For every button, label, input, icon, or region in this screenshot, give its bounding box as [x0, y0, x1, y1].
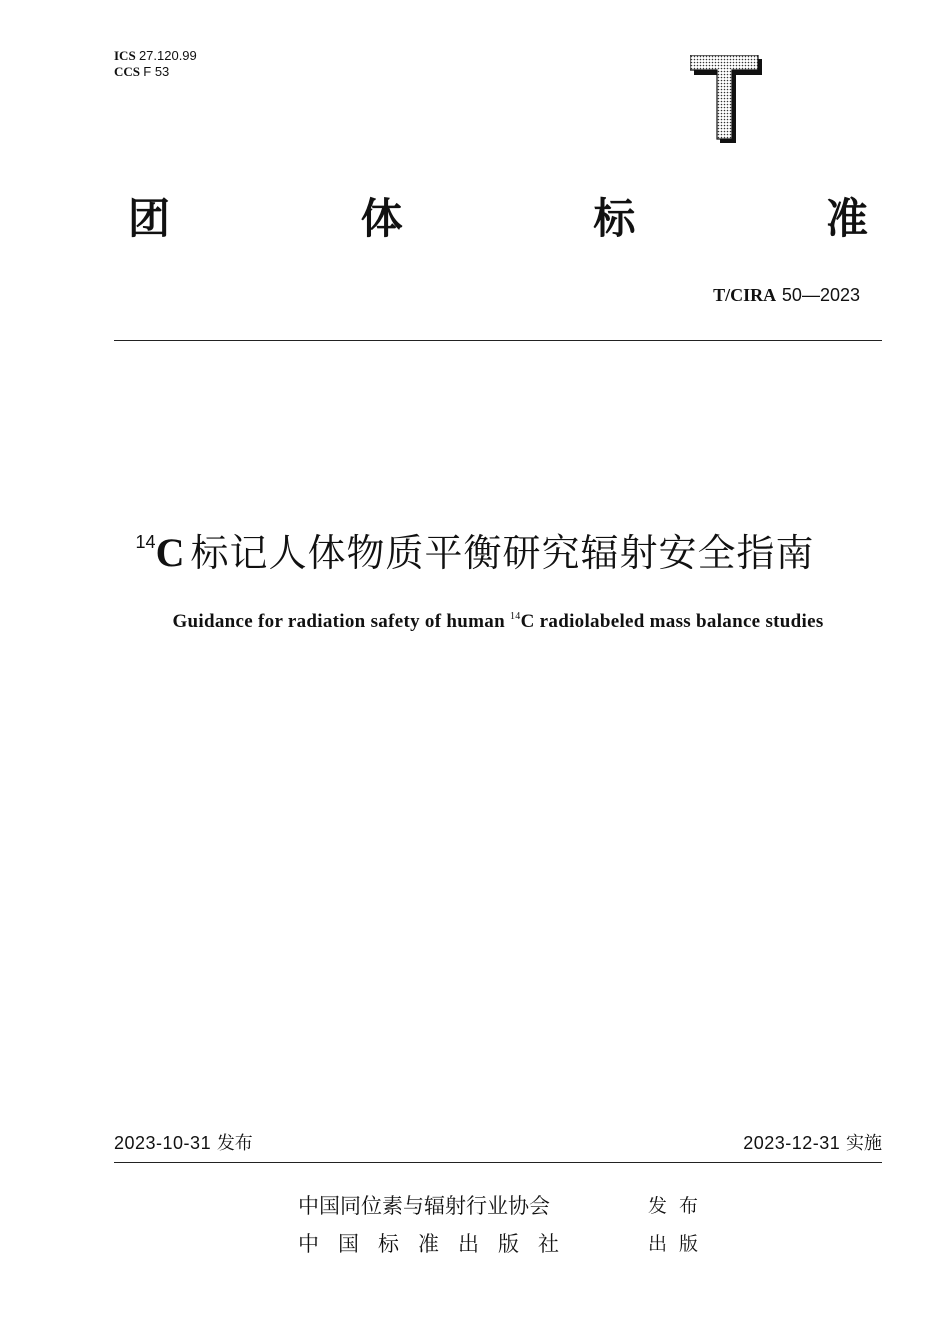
isotope-mass-number: 14: [510, 611, 521, 622]
ics-code: [114, 48, 197, 64]
classification-codes: [114, 48, 197, 80]
doc-type-char: 团: [128, 194, 171, 243]
issue-date-value: 2023-10-31: [114, 1133, 212, 1153]
bottom-divider: [114, 1162, 882, 1163]
publisher-row: [298, 1192, 711, 1220]
ccs-value: F 53: [143, 64, 170, 79]
publisher-role: 发布: [648, 1195, 711, 1217]
doc-type-char: 准: [825, 194, 868, 243]
publisher-role: 出版: [648, 1233, 711, 1255]
issue-date: [114, 1131, 253, 1156]
issue-date-label: 发布: [216, 1133, 253, 1154]
ics-label: ICS: [114, 48, 136, 63]
doc-type-char: 体: [360, 194, 403, 243]
standard-type-logo: [690, 55, 764, 145]
title-chinese: [0, 514, 950, 581]
implementation-date-label: 实施: [846, 1133, 882, 1154]
element-symbol: C: [155, 530, 185, 575]
publisher-name: 中国标准出版社: [298, 1232, 578, 1256]
document-type-heading: [128, 192, 868, 246]
implementation-date-value: 2023-12-31: [743, 1133, 841, 1153]
standard-prefix: T/CIRA: [713, 285, 777, 305]
ics-value: 27.120.99: [138, 48, 197, 63]
standard-number: [713, 284, 860, 307]
title-english: [0, 604, 950, 635]
isotope-mass-number: 14: [135, 532, 156, 552]
top-divider: [114, 340, 882, 341]
publisher-row: [298, 1230, 711, 1258]
implementation-date: [743, 1131, 882, 1156]
publisher-name: 中国同位素与辐射行业协会: [298, 1194, 550, 1218]
standard-year-number: 50—2023: [781, 285, 860, 305]
ccs-code: [114, 64, 197, 80]
doc-type-char: 标: [593, 194, 636, 243]
ccs-label: CCS: [114, 64, 141, 79]
title-english-part2: C radiolabeled mass balance studies: [520, 611, 824, 632]
title-english-part1: Guidance for radiation safety of human: [172, 611, 505, 632]
title-chinese-text: 标记人体物质平衡研究辐射安全指南: [190, 531, 815, 575]
